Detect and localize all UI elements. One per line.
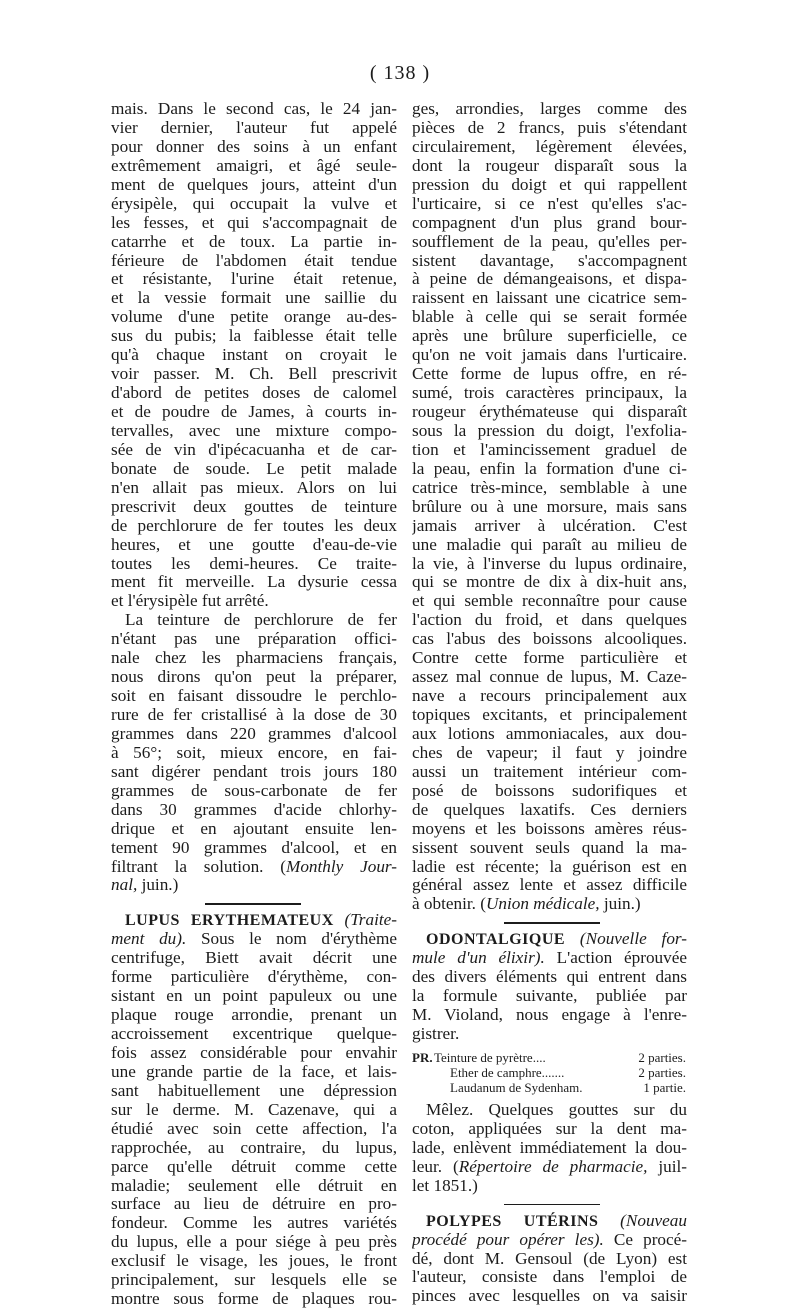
text-line: fondeur. Comme les autres variétés (111, 1214, 397, 1233)
text-line: drique et en ajoutant ensuite len- (111, 819, 397, 838)
text-line: pièces de 2 francs, puis s'étendant (412, 118, 687, 137)
text-line: grammes de sous-carbonate de fer (111, 781, 397, 800)
paragraph-odontalgique-use (412, 1101, 687, 1158)
text-line: la formule suivante, publiée par (412, 987, 687, 1006)
text-line: de perchlorure de fer toutes les deux (111, 516, 397, 535)
paragraph-perchlorure (111, 611, 397, 857)
text-line: catrice très-mince, semblable à une (412, 478, 687, 497)
text-line: ment de quelques jours, atteint d'un (111, 175, 397, 194)
text-line: compagnent d'un plus grand bour- (412, 213, 687, 232)
text-line: extrêmement amaigri, et âgé seule- (111, 156, 397, 175)
text-line: heures, et une goutte d'eau-de-vie (111, 535, 397, 554)
text-line: nous dirons qu'on peut la préparer, (111, 668, 397, 687)
text-line: ges, arrondies, larges comme des (412, 100, 687, 118)
text-line: raissent en laissant une cicatrice sem- (412, 289, 687, 308)
text-line: et la vessie formait une saillie du (111, 289, 397, 308)
text-line: sus du pubis; la faiblesse était telle (111, 327, 397, 346)
text-line: la vie, à l'inverse du lupus ordinaire, (412, 554, 687, 573)
text-line: Contre cette forme particulière et (412, 649, 687, 668)
text-line: et de poudre de James, à courts in- (111, 403, 397, 421)
text-line: érysipèle, qui occupait la vulve et (111, 194, 397, 213)
text-line: l'action du froid, et dans quelques (412, 611, 687, 630)
separator-rule (111, 895, 397, 911)
text-line: sant digérer pendant trois jours 180 (111, 762, 397, 781)
text-line: maladie; seulement elle détruit en (111, 1176, 397, 1195)
text-line: coton, appliquées sur la dent ma- (412, 1119, 687, 1138)
text-line: une maladie qui paraît au milieu de (412, 535, 687, 554)
text-line: soit en faisant dissoudre le perchlo- (111, 687, 397, 706)
text-line: lade, enlèvent immédiatement la dou- (412, 1138, 687, 1157)
text-line: cas l'abus des boissons alcooliques. (412, 630, 687, 649)
text-line: ladie est récente; la guérison est en (412, 857, 687, 876)
text-line: exclusif le visage, les joues, le front (111, 1252, 397, 1271)
text-line: grammes dans 220 grammes d'alcool (111, 724, 397, 743)
text-line: et l'érysipèle fut arrêté. (111, 592, 269, 611)
text-line: et qui semble reconnaître pour cause (412, 592, 687, 611)
source-line: let 1851.) (412, 1176, 478, 1195)
paragraph-erysipele (111, 100, 397, 611)
text-line: circulairement, légèrement élevées, (412, 137, 687, 156)
text-line: sistent davantage, s'accompagnent (412, 251, 687, 270)
separator-rule (412, 1196, 687, 1212)
section-heading-polypes: POLYPES UTÉRINS (426, 1212, 599, 1230)
text-line: rougeur érythémateuse qui disparaît (412, 403, 687, 421)
text-line: topiques excitants, et principalement (412, 706, 687, 724)
source-line: nal, juin.) (111, 876, 179, 895)
paragraph-odontalgique (412, 968, 687, 1044)
text-line: tion et l'amincissement graduel de (412, 440, 687, 459)
text-line: ment fit merveille. La dysurie cessa (111, 573, 397, 592)
section-heading-lupus: LUPUS ERYTHEMATEUX (125, 912, 334, 930)
text-line: Mêlez. Quelques gouttes sur du (426, 1100, 687, 1119)
text-line: aussi un traitement intérieur com- (412, 762, 687, 781)
text-line: qu'on ne voit jamais dans l'urticaire. (412, 346, 687, 365)
text-line: prescrivit deux gouttes de teinture (111, 497, 397, 516)
odont-line: mule d'un élixir). L'action éprouvée (412, 949, 687, 968)
source-line: à obtenir. (Union médicale, juin.) (412, 895, 641, 914)
polypes-line: procédé pour opérer les). Ce procé- (412, 1230, 687, 1249)
text-line: vier dernier, l'auteur fut appelé (111, 118, 397, 137)
recipe-row: PR.Teinture de pyrètre.... 2 parties. (412, 1049, 686, 1065)
text-line: pression du doigt et qui rappellent (412, 175, 687, 194)
separator-rule (412, 914, 687, 930)
text-line: moyens et les boissons amères réus- (412, 819, 687, 838)
text-line: sissent souvent seuls quand la ma- (412, 838, 687, 857)
text-line: centrifuge, Biett avait décrit une (111, 949, 397, 968)
right-column (412, 100, 687, 1306)
page-number: ( 138 ) (369, 62, 431, 84)
text-line: du lupus, elle a pour siége à peu près (111, 1233, 397, 1252)
text-line: aux lotions ammoniacales, aux dou- (412, 724, 687, 743)
text-line: l'auteur, consiste dans l'emploi de (412, 1268, 687, 1287)
text-line: la peau, enfin la formation d'une ci- (412, 459, 687, 478)
text-line: volume d'une petite orange au-des- (111, 308, 397, 327)
text-line: dont la rougeur disparaît sous la (412, 156, 687, 175)
text-line: brûlure ou à une morsure, mais sans (412, 497, 687, 516)
text-line: accroissement excentrique quelque- (111, 1025, 397, 1043)
lupus-line: ment du). Sous le nom d'érythème (111, 930, 397, 949)
paragraph-lupus-continued (412, 100, 687, 895)
text-line: sumé, trois caractères principaux, la (412, 384, 687, 403)
recipe-table (412, 1050, 687, 1095)
text-line: à 56°; soit, mieux encore, en fai- (111, 743, 397, 762)
text-line: qu'à chaque instant on croyait le (111, 346, 397, 365)
text-line: tervalles, avec une mixture compo- (111, 421, 397, 440)
text-line: principalement, sur lesquels elle se (111, 1271, 397, 1290)
recipe-row: Ether de camphre....... 2 parties. (450, 1064, 686, 1080)
text-line: mais. Dans le second cas, le 24 jan- (111, 100, 397, 118)
text-line: nale chez les pharmaciens français, (111, 649, 397, 668)
text-line: à peine de démangeaisons, et dispa- (412, 270, 687, 289)
text-line: assez mal connue de lupus, M. Caze- (412, 668, 687, 687)
text-line: de quelques laxatifs. Ces derniers (412, 800, 687, 819)
text-line: sant habituellement une dépression (111, 1081, 397, 1100)
recipe-row: Laudanum de Sydenham. 1 partie. (450, 1079, 686, 1095)
text-line: rure de fer cristallisé à la dose de 30 (111, 706, 397, 724)
paragraph-polypes (412, 1250, 687, 1307)
text-line: plaque rouge arrondie, prenant un (111, 1006, 397, 1025)
text-line: rapprochée, au contraire, du lupus, (111, 1138, 397, 1157)
odont-heading-line: ODONTALGIQUE (Nouvelle for- (426, 930, 687, 949)
text-line: voir passer. M. Ch. Bell prescrivit (111, 365, 397, 384)
text-line: nave a recours principalement aux (412, 687, 687, 706)
left-column (111, 100, 397, 1309)
text-line: catarrhe et de toux. La partie in- (111, 232, 397, 251)
text-line: après une brûlure superficielle, ce (412, 327, 687, 346)
text-line: posé de boissons sudorifiques et (412, 781, 687, 800)
text-line: dans 30 grammes d'acide chlorhy- (111, 800, 397, 819)
text-line: l'urticaire, si ce n'est qu'elles s'ac- (412, 194, 687, 213)
text-line: M. Violand, nous engage à l'enre- (412, 1006, 687, 1025)
text-line: bonate de soude. Le petit malade (111, 459, 397, 478)
text-line: dé, dont M. Gensoul (de Lyon) est (412, 1249, 687, 1268)
text-line: Cette forme de lupus offre, en ré- (412, 365, 687, 384)
text-line: une grande partie de la face, et lais- (111, 1062, 397, 1081)
text-line: étudié avec soin cette affection, l'a (111, 1119, 397, 1138)
text-line: parce qu'elle détruit comme cette (111, 1157, 397, 1176)
text-line: ches de vapeur; il faut y joindre (412, 743, 687, 762)
source-line: leur. (Répertoire de pharmacie, juil- (412, 1157, 687, 1176)
source-line: filtrant la solution. (Monthly Jour- (111, 857, 397, 876)
text-line: La teinture de perchlorure de fer (125, 611, 397, 630)
polypes-heading-line: POLYPES UTÉRINS (Nouveau (426, 1211, 687, 1230)
text-line: sur le derme. M. Cazenave, qui a (111, 1100, 397, 1119)
text-line: pour donner des soins à un enfant (111, 137, 397, 156)
text-line: forme particulière d'érythème, con- (111, 968, 397, 987)
text-line: qui se montre de dix à dix-huit ans, (412, 573, 687, 592)
lupus-heading-line: LUPUS ERYTHEMATEUX (Traite- (125, 911, 397, 930)
text-line: toutes les demi-heures. Ce traite- (111, 554, 397, 573)
text-line: les fesses, et qui s'accompagnait de (111, 213, 397, 232)
text-line: sous la pression du doigt, l'exfolia- (412, 421, 687, 440)
text-line: soufflement de la peau, qu'elles per- (412, 232, 687, 251)
text-line: fois assez considérable pour envahir (111, 1043, 397, 1062)
text-line: jamais arriver à ulcération. C'est (412, 516, 687, 535)
text-line: n'étant pas une préparation offici- (111, 630, 397, 649)
text-line: surface au lieu de détruire en pro- (111, 1195, 397, 1214)
paragraph-lupus (111, 949, 397, 1309)
text-line: sistant en un point papuleux ou une (111, 987, 397, 1006)
text-line: n'en allait pas mieux. Alors on lui (111, 478, 397, 497)
text-line: tement 90 grammes d'alcool, et en (111, 838, 397, 857)
text-line: gistrer. (412, 1025, 460, 1043)
text-line: pinces avec lesquelles on va saisir (412, 1287, 687, 1306)
text-line: des divers éléments qui entrent dans (412, 968, 687, 987)
text-line: sée de vin d'ipécacuanha et de car- (111, 440, 397, 459)
text-line: blable à celle qui se serait formée (412, 308, 687, 327)
text-line: férieure de l'abdomen était tendue (111, 251, 397, 270)
text-line: général assez lente et assez difficile (412, 876, 687, 895)
text-line: d'abord de petites doses de calomel (111, 384, 397, 403)
text-line: montre sous forme de plaques rou- (111, 1290, 397, 1309)
text-line: et résistante, l'urine était retenue, (111, 270, 397, 289)
section-heading-odontalgique: ODONTALGIQUE (426, 931, 566, 949)
